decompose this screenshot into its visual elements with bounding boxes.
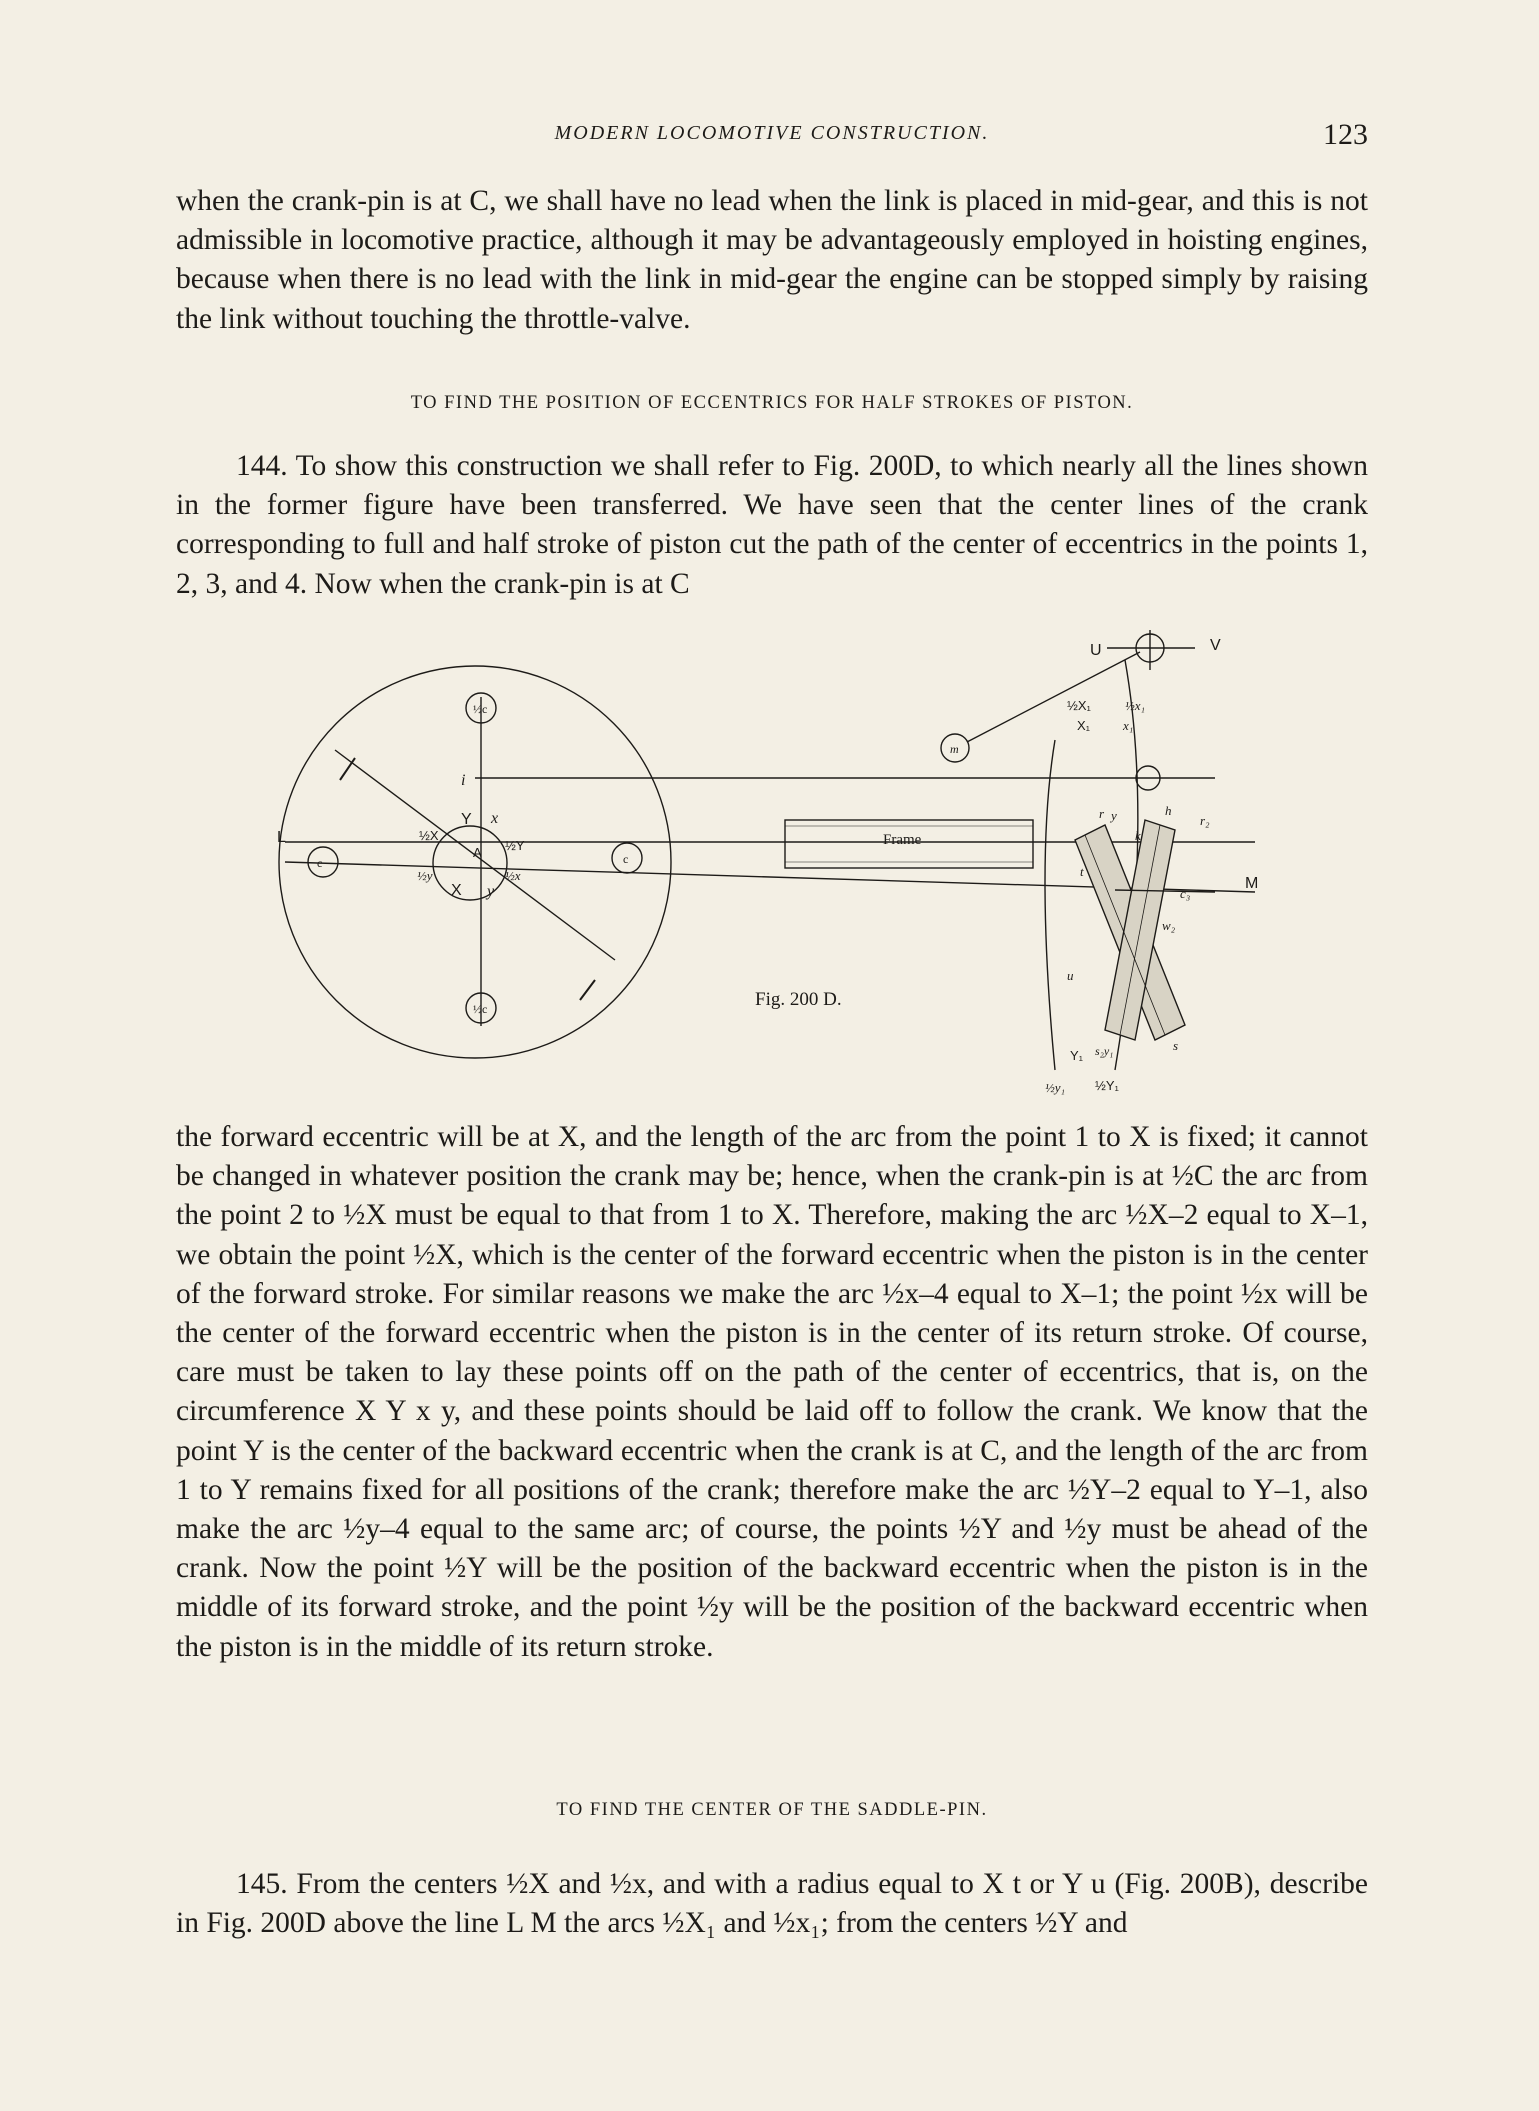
label-s2y1: s₂y₁ xyxy=(1095,1044,1114,1058)
label-k: k xyxy=(1135,828,1141,843)
label-half-X1: ½X₁ xyxy=(1067,698,1091,713)
paragraph-145 xyxy=(176,1865,1368,1943)
label-m: m xyxy=(950,742,959,756)
label-t: t xyxy=(1080,864,1084,879)
label-y: y xyxy=(487,883,495,900)
label-half-Y: ½Y xyxy=(505,838,525,853)
eccentric-circle xyxy=(433,826,507,900)
running-title: MODERN LOCOMOTIVE CONSTRUCTION. xyxy=(554,122,990,144)
link-arc-left xyxy=(1045,740,1055,1070)
label-half-y: ½y xyxy=(417,868,433,883)
figure-200d xyxy=(255,630,1295,1100)
paragraph-text: 145. From the centers ½X and ½x, and with a radius equal to X t or Y u (Fig. 200B), describe in Fig. 200D above the line L M the arcs ½X₁ and ½x₁; from the centers ½Y and xyxy=(176,1868,1368,1940)
figure-caption: Fig. 200 D. xyxy=(755,989,842,1010)
label-x1: x₁ xyxy=(1123,718,1134,733)
label-h: h xyxy=(1165,803,1172,818)
label-x: x xyxy=(491,810,499,827)
label-V: V xyxy=(1210,637,1221,654)
page-number: 123 xyxy=(1323,118,1368,151)
label-half-y1: ½y₁ xyxy=(1045,1080,1066,1095)
page-header xyxy=(176,118,1368,158)
c-left-circle xyxy=(308,847,338,877)
label-c3: c₃ xyxy=(1180,886,1191,901)
paragraph-text: the forward eccentric will be at X, and the length of the arc from the point 1 to X is fixed; it cannot be changed in whatever position the crank may be; hence, when the crank-pin is at ½C the arc from the point 2 to ½X must be equal to that from 1 to X. Therefore, making the arc ½X–2 equal to X–1, we obtain the point ½X, which is the center of the forward eccentric when the piston is in the center of the forward stroke. For similar reasons we make the arc ½x–4 equal to X–1; the point ½x will be the center of the forward eccentric when the piston is in the center of its return stroke. Of course, care must be taken to lay these points off on the path of the center of eccentrics, that is, on the circumference X Y x y, and these points should be laid off to follow the crank. We know that the point Y is the center of the backward eccentric when the crank is at C, and the length of the arc from 1 to Y remains fixed for all positions of the crank; therefore make the arc ½Y–2 equal to Y–1, also make the arc ½y–4 equal to the same arc; of course, the points ½Y and ½y must be ahead of the crank. Now the point ½Y will be the position of the backward eccentric when the piston is in the middle of its forward stroke, and the point ½y will be the position of the backward eccentric when the piston is in the middle of its return stroke. xyxy=(176,1121,1368,1663)
label-r2: r₂ xyxy=(1200,813,1210,828)
label-L: L xyxy=(277,829,286,846)
section-heading-saddle-pin: TO FIND THE CENTER OF THE SADDLE-PIN. xyxy=(556,1800,988,1820)
paragraph-continued xyxy=(176,182,1368,339)
label-half-X: ½X xyxy=(419,828,439,843)
label-M: M xyxy=(1245,875,1259,892)
label-Y1: Y₁ xyxy=(1070,1048,1084,1063)
label-half-x: ½x xyxy=(505,868,521,883)
label-y-link: y xyxy=(1111,808,1117,823)
label-c-right: c xyxy=(623,852,629,866)
label-s: s xyxy=(1173,1038,1179,1053)
label-X1: X₁ xyxy=(1077,718,1091,733)
label-Y: Y xyxy=(461,811,472,828)
label-i: i xyxy=(461,772,466,789)
label-U: U xyxy=(1090,642,1102,659)
label-r: r xyxy=(1099,806,1105,821)
label-half-Y1: ½Y₁ xyxy=(1095,1078,1119,1093)
label-half-c-bottom: ½c xyxy=(473,1002,488,1016)
section-heading-eccentrics: TO FIND THE POSITION OF ECCENTRICS FOR HALF STROKES OF PISTON. xyxy=(410,393,1134,413)
label-half-c-top: ½c xyxy=(473,702,488,716)
label-c-left: c xyxy=(317,856,323,870)
label-X: X xyxy=(451,882,462,899)
paragraph-text: when the crank-pin is at C, we shall have no lead when the link is placed in mid-gear, and this is not admissible in locomotive practice, although it may be advantageously employed in hoisting engines, because when there is no lead with the link in mid-gear the engine can be stopped simply by raising the link without touching the throttle-valve. xyxy=(176,185,1368,335)
paragraph-144 xyxy=(176,447,1368,604)
paragraph-144-continued xyxy=(176,1118,1368,1667)
label-w2: w₂ xyxy=(1162,918,1176,933)
label-A: A xyxy=(473,845,482,860)
paragraph-text: 144. To show this construction we shall refer to Fig. 200D, to which nearly all the lines shown in the former figure have been transferred. We have seen that the center lines of the crank corresponding to full and half stroke of piston cut the path of the center of eccentrics in the points 1, 2, 3, and 4. Now when the crank-pin is at C xyxy=(176,450,1368,600)
figure-200d-drawing xyxy=(255,630,1295,1100)
frame-label: Frame xyxy=(883,832,922,848)
label-u: u xyxy=(1067,968,1074,983)
label-half-x1: ½x₁ xyxy=(1125,698,1146,713)
